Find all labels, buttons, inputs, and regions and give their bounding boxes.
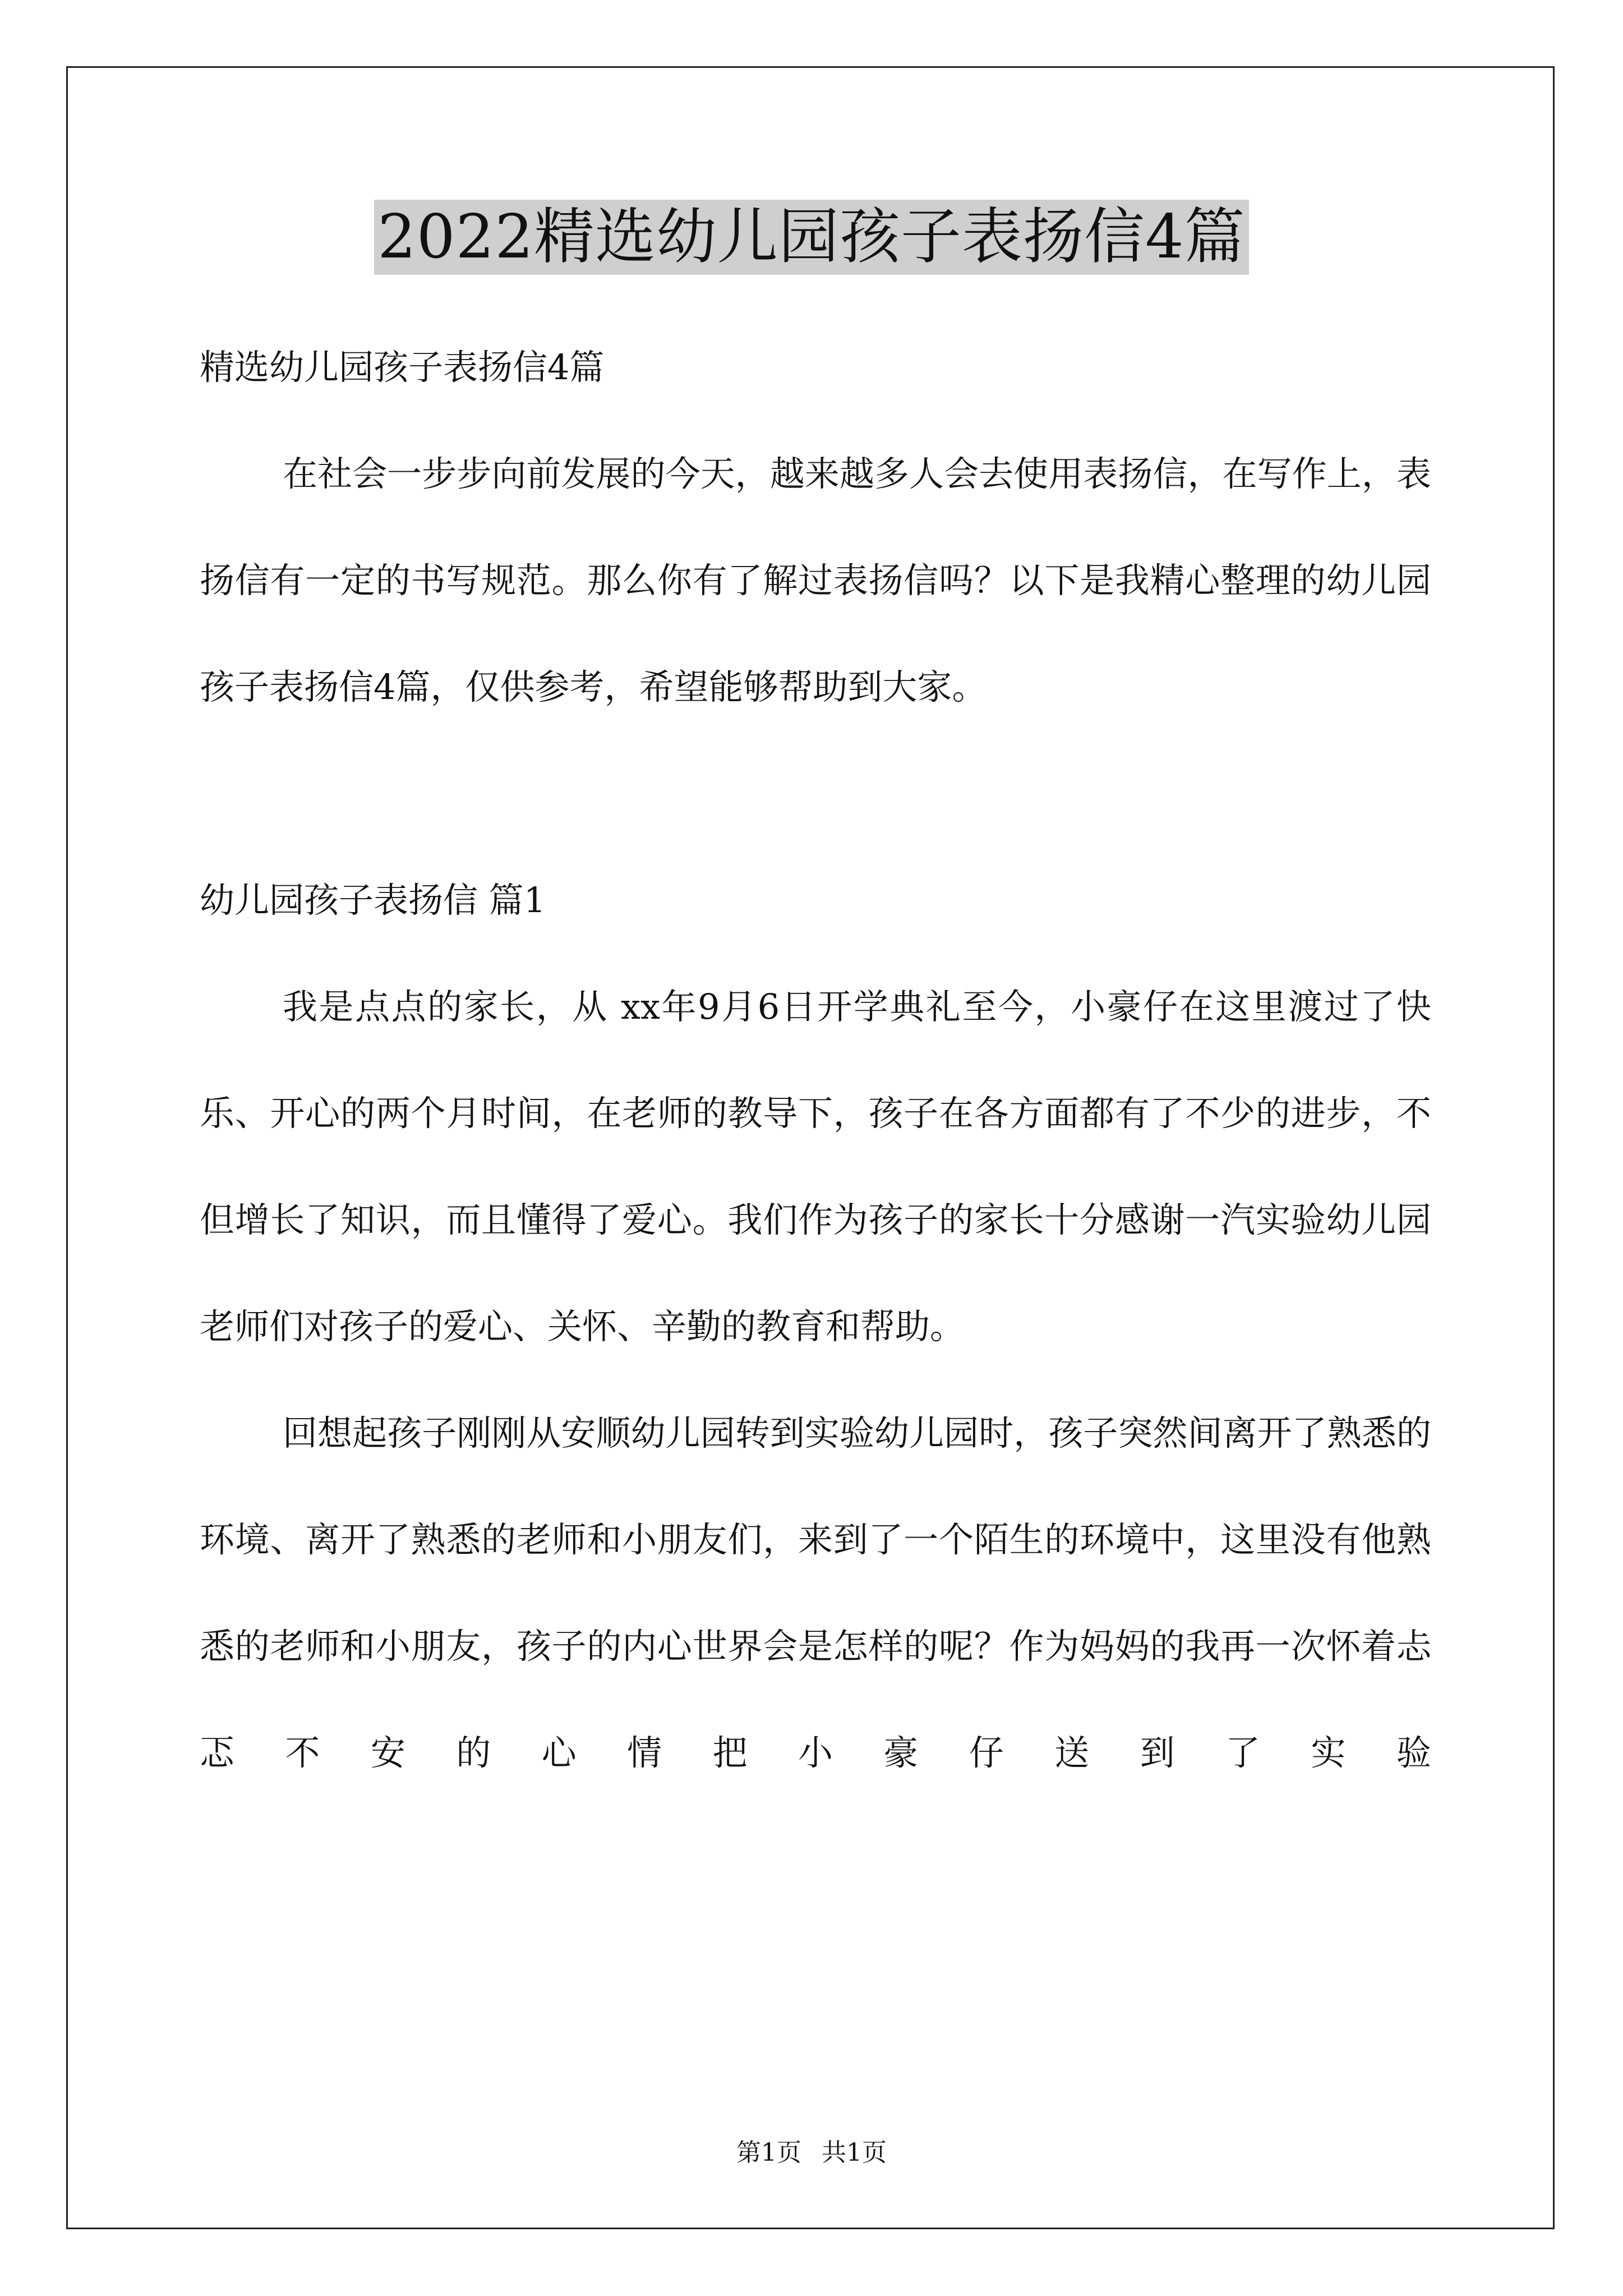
section-heading: 幼儿园孩子表扬信 篇1 — [200, 880, 546, 921]
body-paragraph: 回想起孩子刚刚从安顺幼儿园转到实验幼儿园时，孩子突然间离开了熟悉的环境、离开了熟悉的老师和小朋友们，来到了一个陌生的环境中，这里没有他熟悉的老师和小朋友，孩子的内心世界会是怎样的呢？作为妈妈的我再一次怀着忐忑不安的心情把小豪仔送到了实验 — [200, 1412, 1431, 1773]
title-area — [0, 200, 1623, 275]
document-title: 2022精选幼儿园孩子表扬信4篇 — [374, 200, 1249, 275]
section-spacer — [200, 740, 1431, 847]
page-number-current: 第1页 — [736, 2138, 801, 2167]
page-number-total: 共1页 — [822, 2138, 887, 2167]
intro-paragraph: 在社会一步步向前发展的今天，越来越多人会去使用表扬信，在写作上，表扬信有一定的书写规范。那么你有了解过表扬信吗？以下是我精心整理的幼儿园孩子表扬信4篇，仅供参考，希望能够帮助到大家。 — [200, 453, 1431, 707]
page-footer — [0, 2136, 1623, 2170]
document-body — [200, 314, 1431, 1806]
document-subtitle: 精选幼儿园孩子表扬信4篇 — [200, 347, 605, 388]
body-paragraph: 我是点点的家长，从 xx年9月6日开学典礼至今，小豪仔在这里渡过了快乐、开心的两个月时间，在老师的教导下，孩子在各方面都有了不少的进步，不但增长了知识，而且懂得了爱心。我们作为孩子的家长十分感谢一汽实验幼儿园老师们对孩子的爱心、关怀、辛勤的教育和帮助。 — [200, 986, 1431, 1347]
